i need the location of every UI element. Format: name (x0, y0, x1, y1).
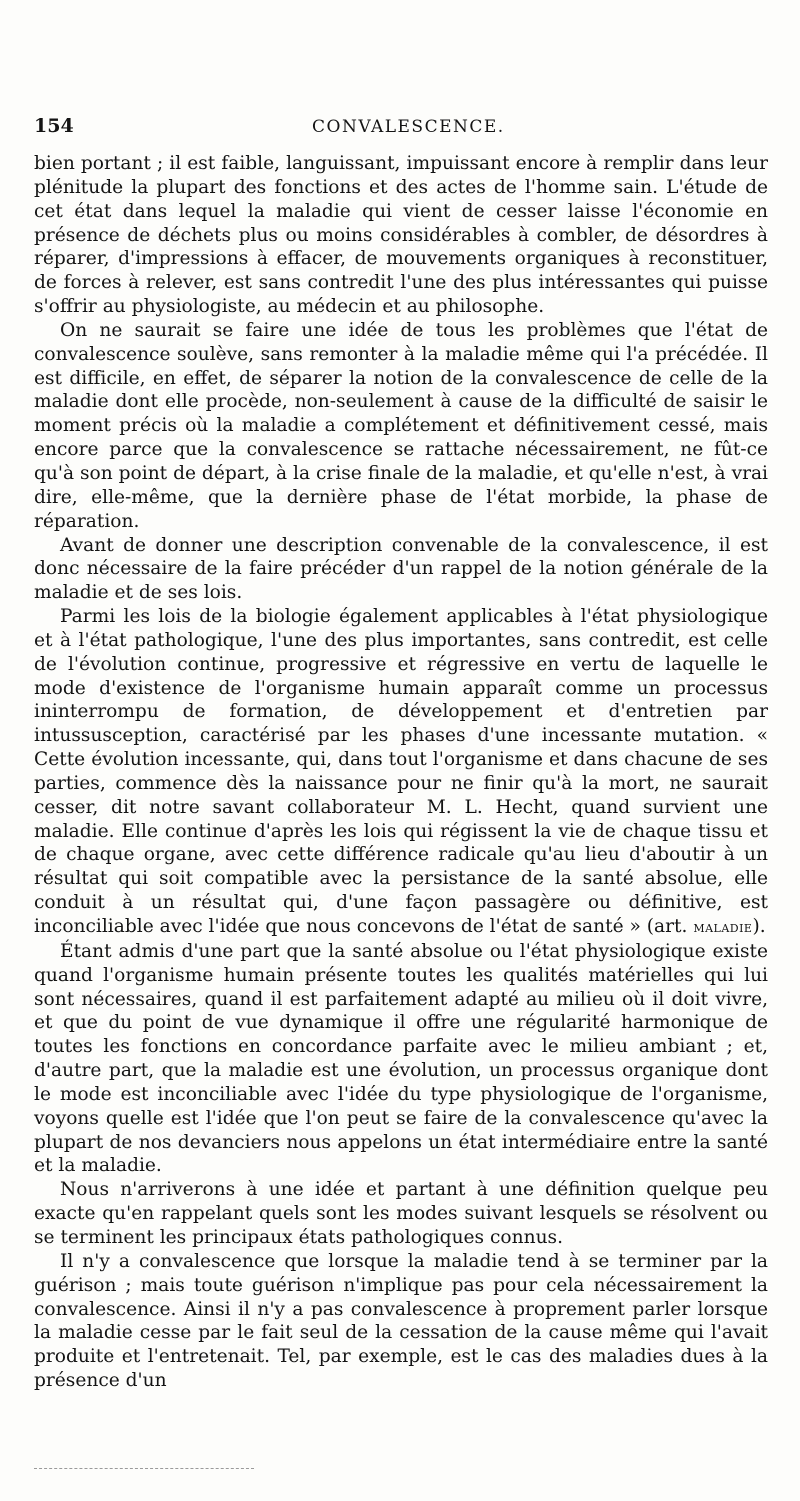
page-number: 154 (34, 115, 74, 137)
paragraph-4 (34, 605, 768, 940)
paragraph-1: bien portant ; il est faible, languissant, impuissant encore à remplir dans leur plénitude la plupart des fonctions et des actes de l'homme sain. L'étude de cet état dans lequel la maladie qui vient de cesser laisse l'économie en présence de déchets plus ou moins considérables à combler, de désordres à réparer, d'impressions à effacer, de mouvements organiques à reconstituer, de forces à relever, est sans contredit l'une des plus intéressantes qui puisse s'offrir au physiologiste, au médecin et au philosophe. (34, 153, 768, 318)
paragraph-5: Étant admis d'une part que la santé absolue ou l'état physiologique existe quand l'organisme humain présente toutes les qualités matérielles qui lui sont nécessaires, quand il est parfaitement adapté au milieu où il doit vivre, et que du point de vue dynamique il offre une régularité harmonique de toutes les fonctions en concordance parfaite avec le milieu ambiant ; et, d'autre part, que la maladie est une évolution, un processus organique dont le mode est inconciliable avec l'idée du type physiologique de l'organisme, voyons quelle est l'idée que l'on peut se faire de la convalescence qu'avec la plupart de nos devanciers nous appelons un état intermédiaire entre la santé et la maladie. (34, 940, 768, 1177)
body-text (34, 152, 768, 1393)
paragraph-2: On ne saurait se faire une idée de tous les problèmes que l'état de convalescence soulève, sans remonter à la maladie même qui l'a précédée. Il est difficile, en effet, de séparer la notion de la convalescence de celle de la maladie dont elle procède, non-seulement à cause de la difficulté de saisir le moment précis où la maladie a complétement et définitivement cessé, mais encore parce que la convalescence se rattache nécessairement, ne fût-ce qu'à son point de départ, à la crise finale de la maladie, et qu'elle n'est, à vrai dire, elle-même, que la dernière phase de l'état morbide, la phase de réparation. (34, 319, 768, 532)
page-header (34, 115, 764, 145)
running-title: CONVALESCENCE. (312, 117, 505, 137)
paragraph-3: Avant de donner une description convenable de la convalescence, il est donc nécessaire de la faire précéder d'un rappel de la notion générale de la maladie et de ses lois. (34, 534, 768, 604)
paragraph-6: Nous n'arriverons à une idée et partant à une définition quelque peu exacte qu'en rappelant quels sont les modes suivant lesquels se résolvent ou se terminent les principaux états pathologiques connus. (34, 1179, 768, 1248)
article-reference: maladie (693, 918, 753, 936)
paragraph-4-text: Parmi les lois de la biologie également applicables à l'état physiologique et à l'état pathologique, l'une des plus importantes, sans contredit, est celle de l'évolution continue, progressive et régressive en vertu de laquelle le mode d'existence de l'organisme humain apparaît comme un processus ininterrompu de formation, de développement et d'entretien par intussusception, caractérisé par les phases d'une incessante mutation. « Cette évolution incessante, qui, dans tout l'organisme et dans chacune de ses parties, commence dès la naissance pour ne finir qu'à la mort, ne saurait cesser, dit notre savant collaborateur M. L. Hecht, quand survient une maladie. Elle continue d'après les lois qui régissent la vie de chaque tissu et de chaque organe, avec cette différence radicale qu'au lieu d'aboutir à un résultat qui soit compatible avec la persistance de la santé absolue, elle conduit à un résultat qui, d'une façon passagère ou définitive, est inconciliable avec l'idée que nous concevons de l'état de santé » (art. (34, 606, 768, 937)
footer-rule (34, 1468, 254, 1469)
paragraph-4-end: ). (752, 916, 766, 937)
paragraph-7: Il n'y a convalescence que lorsque la maladie tend à se terminer par la guérison ; mais toute guérison n'implique pas pour cela nécessairement la convalescence. Ainsi il n'y a pas convalescence à proprement parler lorsque la maladie cesse par le fait seul de la cessation de la cause même qui l'avait produite et l'entretenait. Tel, par exemple, est le cas des maladies dues à la présence d'un (34, 1250, 768, 1392)
